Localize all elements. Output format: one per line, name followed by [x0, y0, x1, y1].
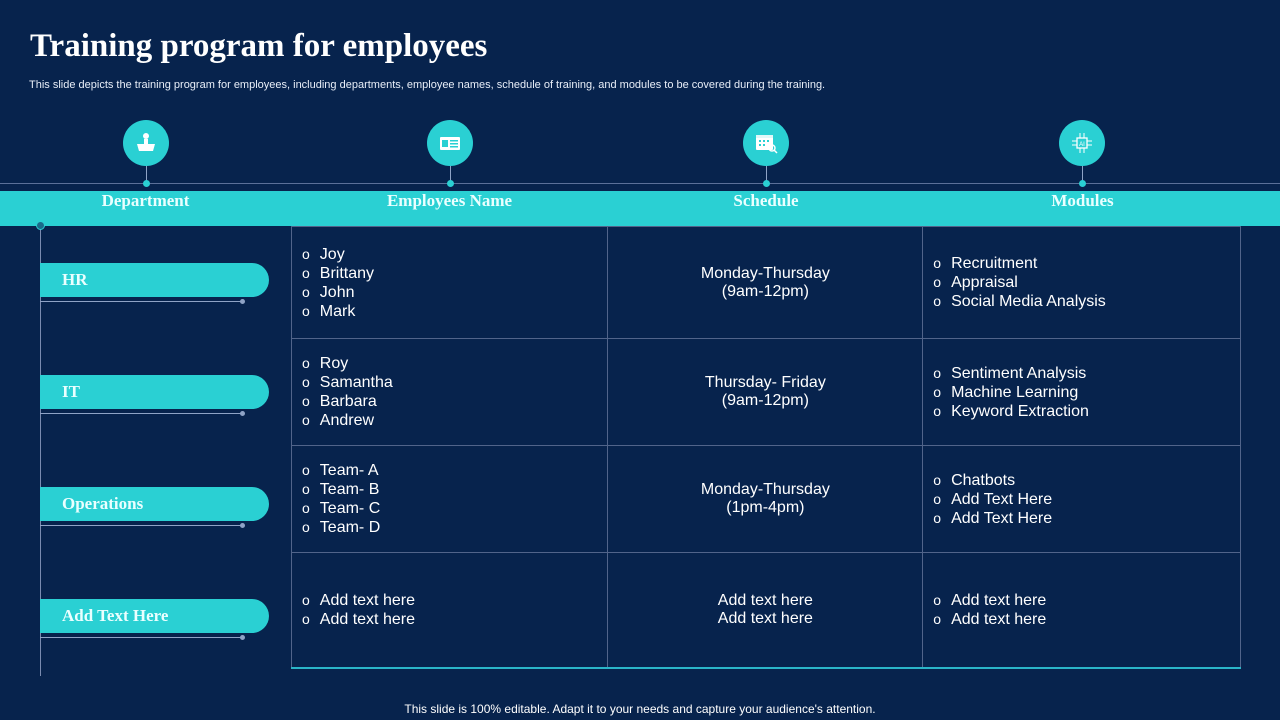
list-item: o Keyword Extraction	[933, 402, 1230, 421]
list-item: o Add text here	[933, 591, 1230, 610]
connector-dot	[447, 180, 454, 187]
list-item: o Team- D	[302, 518, 597, 537]
schedule-time: (1pm-4pm)	[726, 499, 805, 516]
list-item: o Add Text Here	[933, 509, 1230, 528]
table-row	[292, 553, 1241, 668]
employees-cell	[292, 339, 608, 446]
pill-dot	[240, 299, 245, 304]
list-item: o Joy	[302, 245, 597, 264]
header-schedule: Schedule	[733, 191, 799, 210]
pill-underline	[40, 301, 242, 302]
schedule-days: Add text here	[717, 591, 813, 609]
pill-dot	[240, 411, 245, 416]
schedule-time: (9am-12pm)	[721, 392, 809, 409]
schedule-days: Thursday- Friday	[704, 374, 826, 391]
list-item: o Brittany	[302, 264, 597, 283]
ai-chip-icon	[1059, 120, 1105, 166]
list-item: o Samantha	[302, 373, 597, 392]
list-item: o Add text here	[302, 591, 597, 610]
header-modules: Modules	[1051, 191, 1114, 210]
list-item: o Add text here	[302, 610, 597, 629]
training-table	[291, 226, 1241, 669]
list-item: o Team- B	[302, 480, 597, 499]
list-item: o John	[302, 283, 597, 302]
connector-dot	[143, 180, 150, 187]
employees-cell	[292, 553, 608, 668]
id-card-icon	[427, 120, 473, 166]
list-item: o Recruitment	[933, 254, 1230, 273]
list-item: o Add Text Here	[933, 490, 1230, 509]
footer-note: This slide is 100% editable. Adapt it to your needs and capture your audience's attention.	[404, 702, 876, 716]
schedule-cell	[608, 339, 923, 446]
pill-underline	[40, 637, 242, 638]
modules-cell	[923, 553, 1241, 668]
department-pill: IT	[40, 375, 269, 409]
pill-underline	[40, 413, 242, 414]
schedule-time: (9am-12pm)	[721, 282, 809, 300]
page-subtitle: This slide depicts the training program for employees, including departments, employee names, schedule of training, and modules to be covered during the training.	[29, 79, 826, 91]
department-pill: HR	[40, 263, 269, 297]
pill-dot	[240, 635, 245, 640]
calendar-search-icon	[743, 120, 789, 166]
header-employees: Employees Name	[386, 191, 513, 210]
schedule-days: Monday-Thursday	[700, 481, 830, 498]
list-item: o Appraisal	[933, 273, 1230, 292]
modules-cell	[923, 339, 1241, 446]
connector-dot	[1079, 180, 1086, 187]
page-title: Training program for employees	[30, 28, 488, 64]
list-item: o Roy	[302, 354, 597, 373]
department-pill: Operations	[40, 487, 269, 521]
list-item: o Team- A	[302, 461, 597, 480]
list-item: o Chatbots	[933, 471, 1230, 490]
svg-text:AI: AI	[1079, 142, 1085, 148]
table-row	[292, 339, 1241, 446]
schedule-cell	[608, 553, 923, 668]
department-gear-person-icon	[123, 120, 169, 166]
pill-underline	[40, 525, 242, 526]
employees-cell	[292, 446, 608, 553]
table-row	[292, 227, 1241, 339]
list-item: o Barbara	[302, 392, 597, 411]
employees-cell	[292, 227, 608, 339]
connector-dot	[763, 180, 770, 187]
modules-cell	[923, 446, 1241, 553]
timeline-line	[0, 183, 1280, 184]
schedule-time: Add text here	[717, 609, 813, 627]
pill-dot	[240, 523, 245, 528]
timeline-dot	[36, 221, 45, 230]
list-item: o Andrew	[302, 411, 597, 430]
schedule-days: Monday-Thursday	[700, 264, 830, 282]
schedule-cell	[608, 446, 923, 553]
schedule-cell	[608, 227, 923, 339]
list-item: o Social Media Analysis	[933, 292, 1230, 311]
department-pill: Add Text Here	[40, 599, 269, 633]
list-item: o Mark	[302, 302, 597, 321]
modules-cell	[923, 227, 1241, 339]
list-item: o Add text here	[933, 610, 1230, 629]
list-item: o Machine Learning	[933, 383, 1230, 402]
header-department: Department	[101, 191, 190, 210]
list-item: o Sentiment Analysis	[933, 364, 1230, 383]
list-item: o Team- C	[302, 499, 597, 518]
table-row	[292, 446, 1241, 553]
